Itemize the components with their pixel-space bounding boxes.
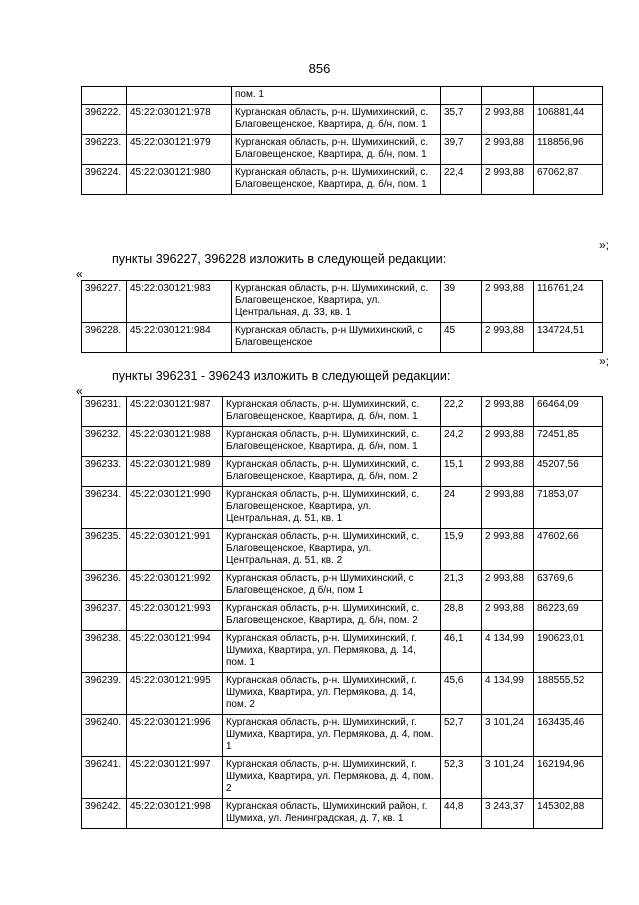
item-number-cell: 396223. bbox=[82, 135, 127, 165]
cadastral-number-cell: 45:22:030121:980 bbox=[127, 165, 232, 195]
item-number-cell: 396239. bbox=[82, 673, 127, 715]
address-cell: Курганская область, р-н. Шумихинский, с. Благовещенское, Квартира, ул. Центральная, д. 51, кв. 2 bbox=[223, 529, 441, 571]
address-cell: Курганская область, р-н. Шумихинский, с. Благовещенское, Квартира, д. б/н, пом. 1 bbox=[223, 397, 441, 427]
cadastral-number-cell: 45:22:030121:979 bbox=[127, 135, 232, 165]
rate-cell: 2 993,88 bbox=[482, 135, 534, 165]
table-row bbox=[82, 571, 603, 601]
value-cell: 67062,87 bbox=[534, 165, 603, 195]
area-cell: 22,4 bbox=[441, 165, 482, 195]
table-row bbox=[82, 673, 603, 715]
closing-quote-mark: »; bbox=[598, 354, 609, 368]
property-table-3 bbox=[81, 396, 603, 829]
value-cell: 163435,46 bbox=[534, 715, 603, 757]
area-cell: 44,8 bbox=[441, 799, 482, 829]
opening-quote-mark: « bbox=[76, 267, 83, 281]
table-row bbox=[82, 397, 603, 427]
rate-cell: 2 993,88 bbox=[482, 571, 534, 601]
closing-quote-mark: »; bbox=[598, 238, 609, 252]
rate-cell: 2 993,88 bbox=[482, 105, 534, 135]
table-row bbox=[82, 87, 603, 105]
value-cell bbox=[534, 87, 603, 105]
property-table-2 bbox=[81, 280, 603, 353]
table-row bbox=[82, 281, 603, 323]
area-cell: 21,3 bbox=[441, 571, 482, 601]
area-cell: 46,1 bbox=[441, 631, 482, 673]
cadastral-number-cell: 45:22:030121:984 bbox=[127, 323, 232, 353]
address-cell: Курганская область, р-н. Шумихинский, с. Благовещенское, Квартира, д. б/н, пом. 1 bbox=[232, 105, 441, 135]
rate-cell: 4 134,99 bbox=[482, 673, 534, 715]
cadastral-number-cell: 45:22:030121:994 bbox=[127, 631, 223, 673]
table-row bbox=[82, 631, 603, 673]
area-cell bbox=[441, 87, 482, 105]
item-number-cell: 396237. bbox=[82, 601, 127, 631]
item-number-cell: 396228. bbox=[82, 323, 127, 353]
table-row bbox=[82, 757, 603, 799]
area-cell: 24 bbox=[441, 487, 482, 529]
cadastral-number-cell: 45:22:030121:993 bbox=[127, 601, 223, 631]
table-row bbox=[82, 323, 603, 353]
area-cell: 35,7 bbox=[441, 105, 482, 135]
address-cell: Курганская область, р-н Шумихинский, с Благовещенское bbox=[232, 323, 441, 353]
table-row bbox=[82, 601, 603, 631]
property-table-1 bbox=[81, 86, 603, 195]
item-number-cell: 396231. bbox=[82, 397, 127, 427]
area-cell: 15,9 bbox=[441, 529, 482, 571]
value-cell: 72451,85 bbox=[534, 427, 603, 457]
address-cell: Курганская область, р-н. Шумихинский, с. Благовещенское, Квартира, д. б/н, пом. 1 bbox=[232, 135, 441, 165]
rate-cell: 2 993,88 bbox=[482, 529, 534, 571]
value-cell: 63769,6 bbox=[534, 571, 603, 601]
area-cell: 45 bbox=[441, 323, 482, 353]
cadastral-number-cell: 45:22:030121:995 bbox=[127, 673, 223, 715]
area-cell: 39 bbox=[441, 281, 482, 323]
area-cell: 15,1 bbox=[441, 457, 482, 487]
table-row bbox=[82, 487, 603, 529]
cadastral-number-cell: 45:22:030121:987 bbox=[127, 397, 223, 427]
cadastral-number-cell: 45:22:030121:998 bbox=[127, 799, 223, 829]
table-row bbox=[82, 427, 603, 457]
cadastral-number-cell: 45:22:030121:992 bbox=[127, 571, 223, 601]
value-cell: 45207,56 bbox=[534, 457, 603, 487]
rate-cell bbox=[482, 87, 534, 105]
rate-cell: 2 993,88 bbox=[482, 601, 534, 631]
rate-cell: 4 134,99 bbox=[482, 631, 534, 673]
address-cell: пом. 1 bbox=[232, 87, 441, 105]
cadastral-number-cell bbox=[127, 87, 232, 105]
value-cell: 71853,07 bbox=[534, 487, 603, 529]
value-cell: 145302,88 bbox=[534, 799, 603, 829]
value-cell: 86223,69 bbox=[534, 601, 603, 631]
item-number-cell: 396238. bbox=[82, 631, 127, 673]
area-cell: 24,2 bbox=[441, 427, 482, 457]
table-row bbox=[82, 529, 603, 571]
value-cell: 190623,01 bbox=[534, 631, 603, 673]
cadastral-number-cell: 45:22:030121:996 bbox=[127, 715, 223, 757]
item-number-cell: 396224. bbox=[82, 165, 127, 195]
item-number-cell: 396233. bbox=[82, 457, 127, 487]
address-cell: Курганская область, р-н. Шумихинский, с. Благовещенское, Квартира, д. б/н, пом. 1 bbox=[223, 427, 441, 457]
rate-cell: 2 993,88 bbox=[482, 427, 534, 457]
address-cell: Курганская область, Шумихинский район, г. Шумиха, ул. Ленинградская, д. 7, кв. 1 bbox=[223, 799, 441, 829]
item-number-cell: 396232. bbox=[82, 427, 127, 457]
address-cell: Курганская область, р-н. Шумихинский, г. Шумиха, Квартира, ул. Пермякова, д. 14, пом. 2 bbox=[223, 673, 441, 715]
address-cell: Курганская область, р-н. Шумихинский, с. Благовещенское, Квартира, д. б/н, пом. 2 bbox=[223, 457, 441, 487]
item-number-cell: 396240. bbox=[82, 715, 127, 757]
value-cell: 66464,09 bbox=[534, 397, 603, 427]
cadastral-number-cell: 45:22:030121:988 bbox=[127, 427, 223, 457]
item-number-cell: 396236. bbox=[82, 571, 127, 601]
item-number-cell: 396234. bbox=[82, 487, 127, 529]
rate-cell: 2 993,88 bbox=[482, 487, 534, 529]
value-cell: 106881,44 bbox=[534, 105, 603, 135]
cadastral-number-cell: 45:22:030121:989 bbox=[127, 457, 223, 487]
value-cell: 188555,52 bbox=[534, 673, 603, 715]
address-cell: Курганская область, р-н. Шумихинский, с. Благовещенское, Квартира, ул. Центральная, д. 33, кв. 1 bbox=[232, 281, 441, 323]
item-number-cell: 396242. bbox=[82, 799, 127, 829]
value-cell: 134724,51 bbox=[534, 323, 603, 353]
cadastral-number-cell: 45:22:030121:978 bbox=[127, 105, 232, 135]
item-number-cell: 396235. bbox=[82, 529, 127, 571]
value-cell: 116761,24 bbox=[534, 281, 603, 323]
area-cell: 28,8 bbox=[441, 601, 482, 631]
rate-cell: 2 993,88 bbox=[482, 281, 534, 323]
rate-cell: 2 993,88 bbox=[482, 165, 534, 195]
table-row bbox=[82, 135, 603, 165]
area-cell: 45,6 bbox=[441, 673, 482, 715]
table-row bbox=[82, 105, 603, 135]
value-cell: 118856,96 bbox=[534, 135, 603, 165]
page-number: 856 bbox=[308, 61, 331, 76]
cadastral-number-cell: 45:22:030121:983 bbox=[127, 281, 232, 323]
rate-cell: 2 993,88 bbox=[482, 323, 534, 353]
area-cell: 39,7 bbox=[441, 135, 482, 165]
amendment-paragraph: пункты 396231 - 396243 изложить в следующей редакции: bbox=[112, 369, 451, 383]
amendment-paragraph: пункты 396227, 396228 изложить в следующей редакции: bbox=[112, 252, 447, 266]
value-cell: 47602,66 bbox=[534, 529, 603, 571]
rate-cell: 2 993,88 bbox=[482, 397, 534, 427]
area-cell: 52,3 bbox=[441, 757, 482, 799]
address-cell: Курганская область, р-н. Шумихинский, г. Шумиха, Квартира, ул. Пермякова, д. 4, пом. 2 bbox=[223, 757, 441, 799]
item-number-cell: 396241. bbox=[82, 757, 127, 799]
address-cell: Курганская область, р-н. Шумихинский, г. Шумиха, Квартира, ул. Пермякова, д. 4, пом. 1 bbox=[223, 715, 441, 757]
item-number-cell: 396222. bbox=[82, 105, 127, 135]
area-cell: 22,2 bbox=[441, 397, 482, 427]
address-cell: Курганская область, р-н Шумихинский, с Благовещенское, д б/н, пом 1 bbox=[223, 571, 441, 601]
item-number-cell: 396227. bbox=[82, 281, 127, 323]
cadastral-number-cell: 45:22:030121:990 bbox=[127, 487, 223, 529]
address-cell: Курганская область, р-н. Шумихинский, с. Благовещенское, Квартира, д. б/н, пом. 1 bbox=[232, 165, 441, 195]
cadastral-number-cell: 45:22:030121:991 bbox=[127, 529, 223, 571]
table-row bbox=[82, 799, 603, 829]
area-cell: 52,7 bbox=[441, 715, 482, 757]
item-number-cell bbox=[82, 87, 127, 105]
table-row bbox=[82, 457, 603, 487]
rate-cell: 3 101,24 bbox=[482, 757, 534, 799]
table-row bbox=[82, 165, 603, 195]
address-cell: Курганская область, р-н. Шумихинский, г. Шумиха, Квартира, ул. Пермякова, д. 14, пом. 1 bbox=[223, 631, 441, 673]
rate-cell: 2 993,88 bbox=[482, 457, 534, 487]
table-row bbox=[82, 715, 603, 757]
rate-cell: 3 243,37 bbox=[482, 799, 534, 829]
value-cell: 162194,96 bbox=[534, 757, 603, 799]
opening-quote-mark: « bbox=[76, 384, 83, 398]
cadastral-number-cell: 45:22:030121:997 bbox=[127, 757, 223, 799]
address-cell: Курганская область, р-н. Шумихинский, с. Благовещенское, Квартира, ул. Центральная, д. 51, кв. 1 bbox=[223, 487, 441, 529]
rate-cell: 3 101,24 bbox=[482, 715, 534, 757]
address-cell: Курганская область, р-н. Шумихинский, с. Благовещенское, Квартира, д. б/н, пом. 2 bbox=[223, 601, 441, 631]
